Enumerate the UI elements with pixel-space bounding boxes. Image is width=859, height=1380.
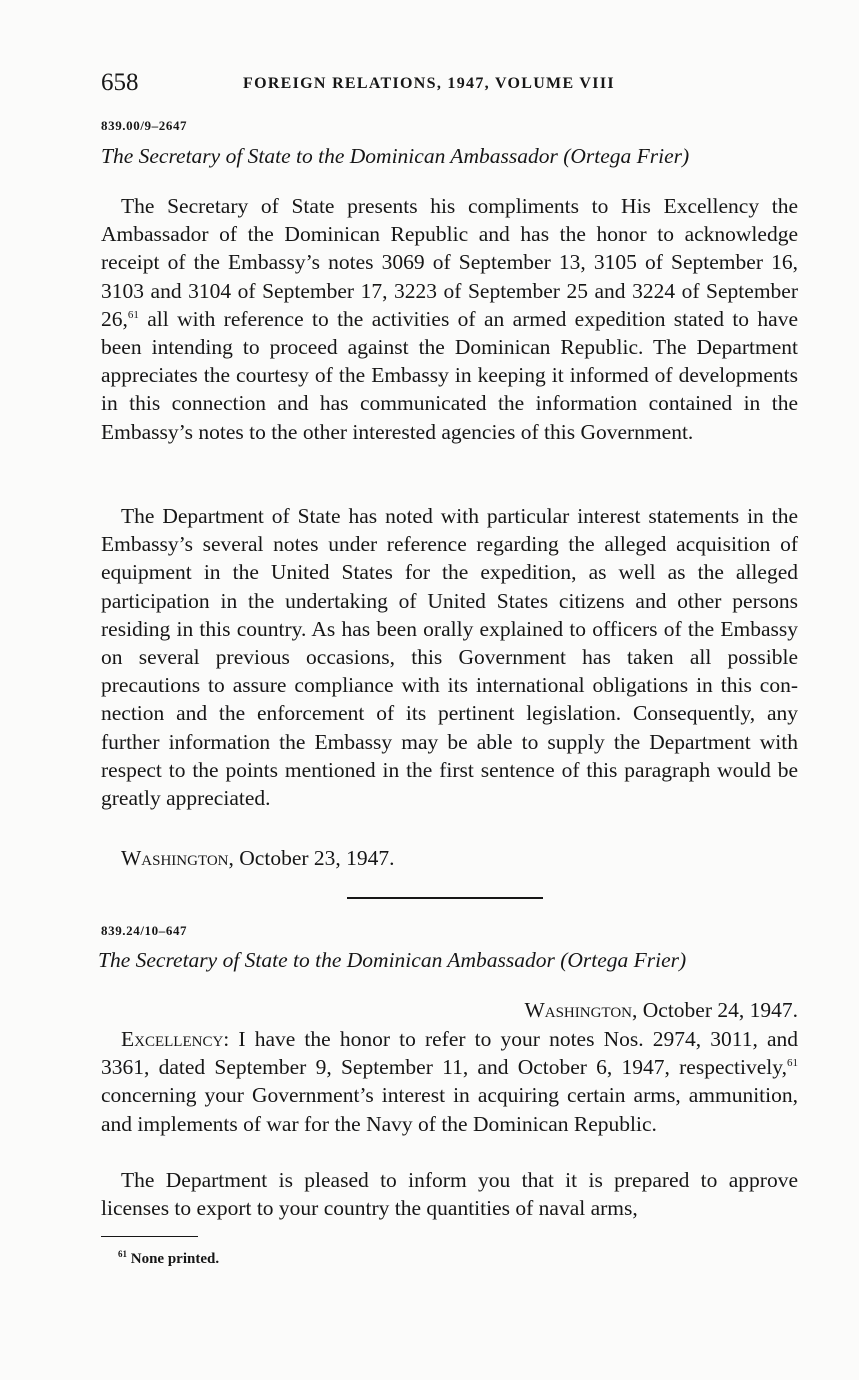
doc1-closing-place: Washington xyxy=(121,846,229,870)
doc1-title: The Secretary of State to the Dominican Ambassador (Ortega Frier) xyxy=(101,144,690,168)
footnote-text: None printed. xyxy=(127,1251,220,1267)
footnote-ref: 61 xyxy=(127,308,139,321)
doc2-dateline-place: Washington xyxy=(524,998,632,1022)
doc1-para1-text-a: The Secretary of State presents his compliments to His Excellency the Ambassador of the Dominican Republic and has the honor to acknowledge receipt of the Embassy’s notes 3069 of September 13, 3105 of September 16, 3103 and 3104 of September 17, 3223 of September 25 and 3224 of September 26, xyxy=(101,194,798,331)
footnote-rule xyxy=(101,1236,198,1237)
doc2-paragraph-1 xyxy=(101,1025,798,1138)
footnote xyxy=(118,1249,219,1268)
doc1-paragraph-2 xyxy=(101,502,798,812)
footnote-ref: 61 xyxy=(787,1057,798,1070)
doc1-para1-text-b: all with reference to the activities of an armed expedition stated to have been intending to proceed against the Dominican Republic. The Department appreciates the courtesy of the Embassy in keeping it informed of developments in this connection and has communicated the information contained in the Embassy’s notes to the other interested agencies of this Government. xyxy=(101,306,798,444)
doc1-closing-date: , October 23, 1947. xyxy=(228,846,395,870)
doc2-file-number: 839.24/10–647 xyxy=(101,923,188,938)
doc2-para2-text: The Department is pleased to inform you that it is prepared to approve licenses to export to your country the quantities of naval arms, xyxy=(101,1168,798,1221)
doc1-paragraph-1 xyxy=(101,192,798,446)
doc2-salutation: Excellency xyxy=(121,1027,224,1051)
section-divider xyxy=(347,897,543,899)
page-number: 658 xyxy=(101,69,139,96)
doc1-file-number: 839.00/9–2647 xyxy=(101,118,188,133)
footnote-marker: 61 xyxy=(118,1249,127,1259)
doc2-title: The Secretary of State to the Dominican Ambassador (Ortega Frier) xyxy=(98,948,687,972)
doc2-para1-text-a: : I have the honor to refer to your notes Nos. 2974, 3011, and 3361, dated September 9, September 11, and October 6, 1947, respectively, xyxy=(101,1027,798,1080)
doc2-dateline xyxy=(524,998,798,1023)
doc2-para1-text-b: concerning your Government’s interest in acquiring certain arms, ammunition, and implements of war for the Navy of the Dominican Republic. xyxy=(101,1083,798,1136)
doc1-para2-text: The Department of State has noted with particular interest statements in the Embassy’s several notes under reference regarding the alleged acquisition of equipment in the United States for the expedition, as well as the alleged participation in the undertaking of United States citizens and other persons residing in this country. As has been orally explained to officers of the Embassy on several previous occasions, this Government has taken all possible precautions to assure compliance with its international obligations in this connection and the enforcement of its pertinent legislation. Consequently, any further information the Embassy may be able to supply the Department with respect to the points mentioned in the first sentence of this paragraph would be greatly appreciated. xyxy=(101,504,798,811)
running-title: FOREIGN RELATIONS, 1947, VOLUME VIII xyxy=(243,75,615,92)
doc1-closing-dateline xyxy=(121,846,395,871)
doc2-paragraph-2 xyxy=(101,1166,798,1222)
doc2-dateline-date: , October 24, 1947. xyxy=(632,998,798,1022)
page-header xyxy=(101,66,701,100)
